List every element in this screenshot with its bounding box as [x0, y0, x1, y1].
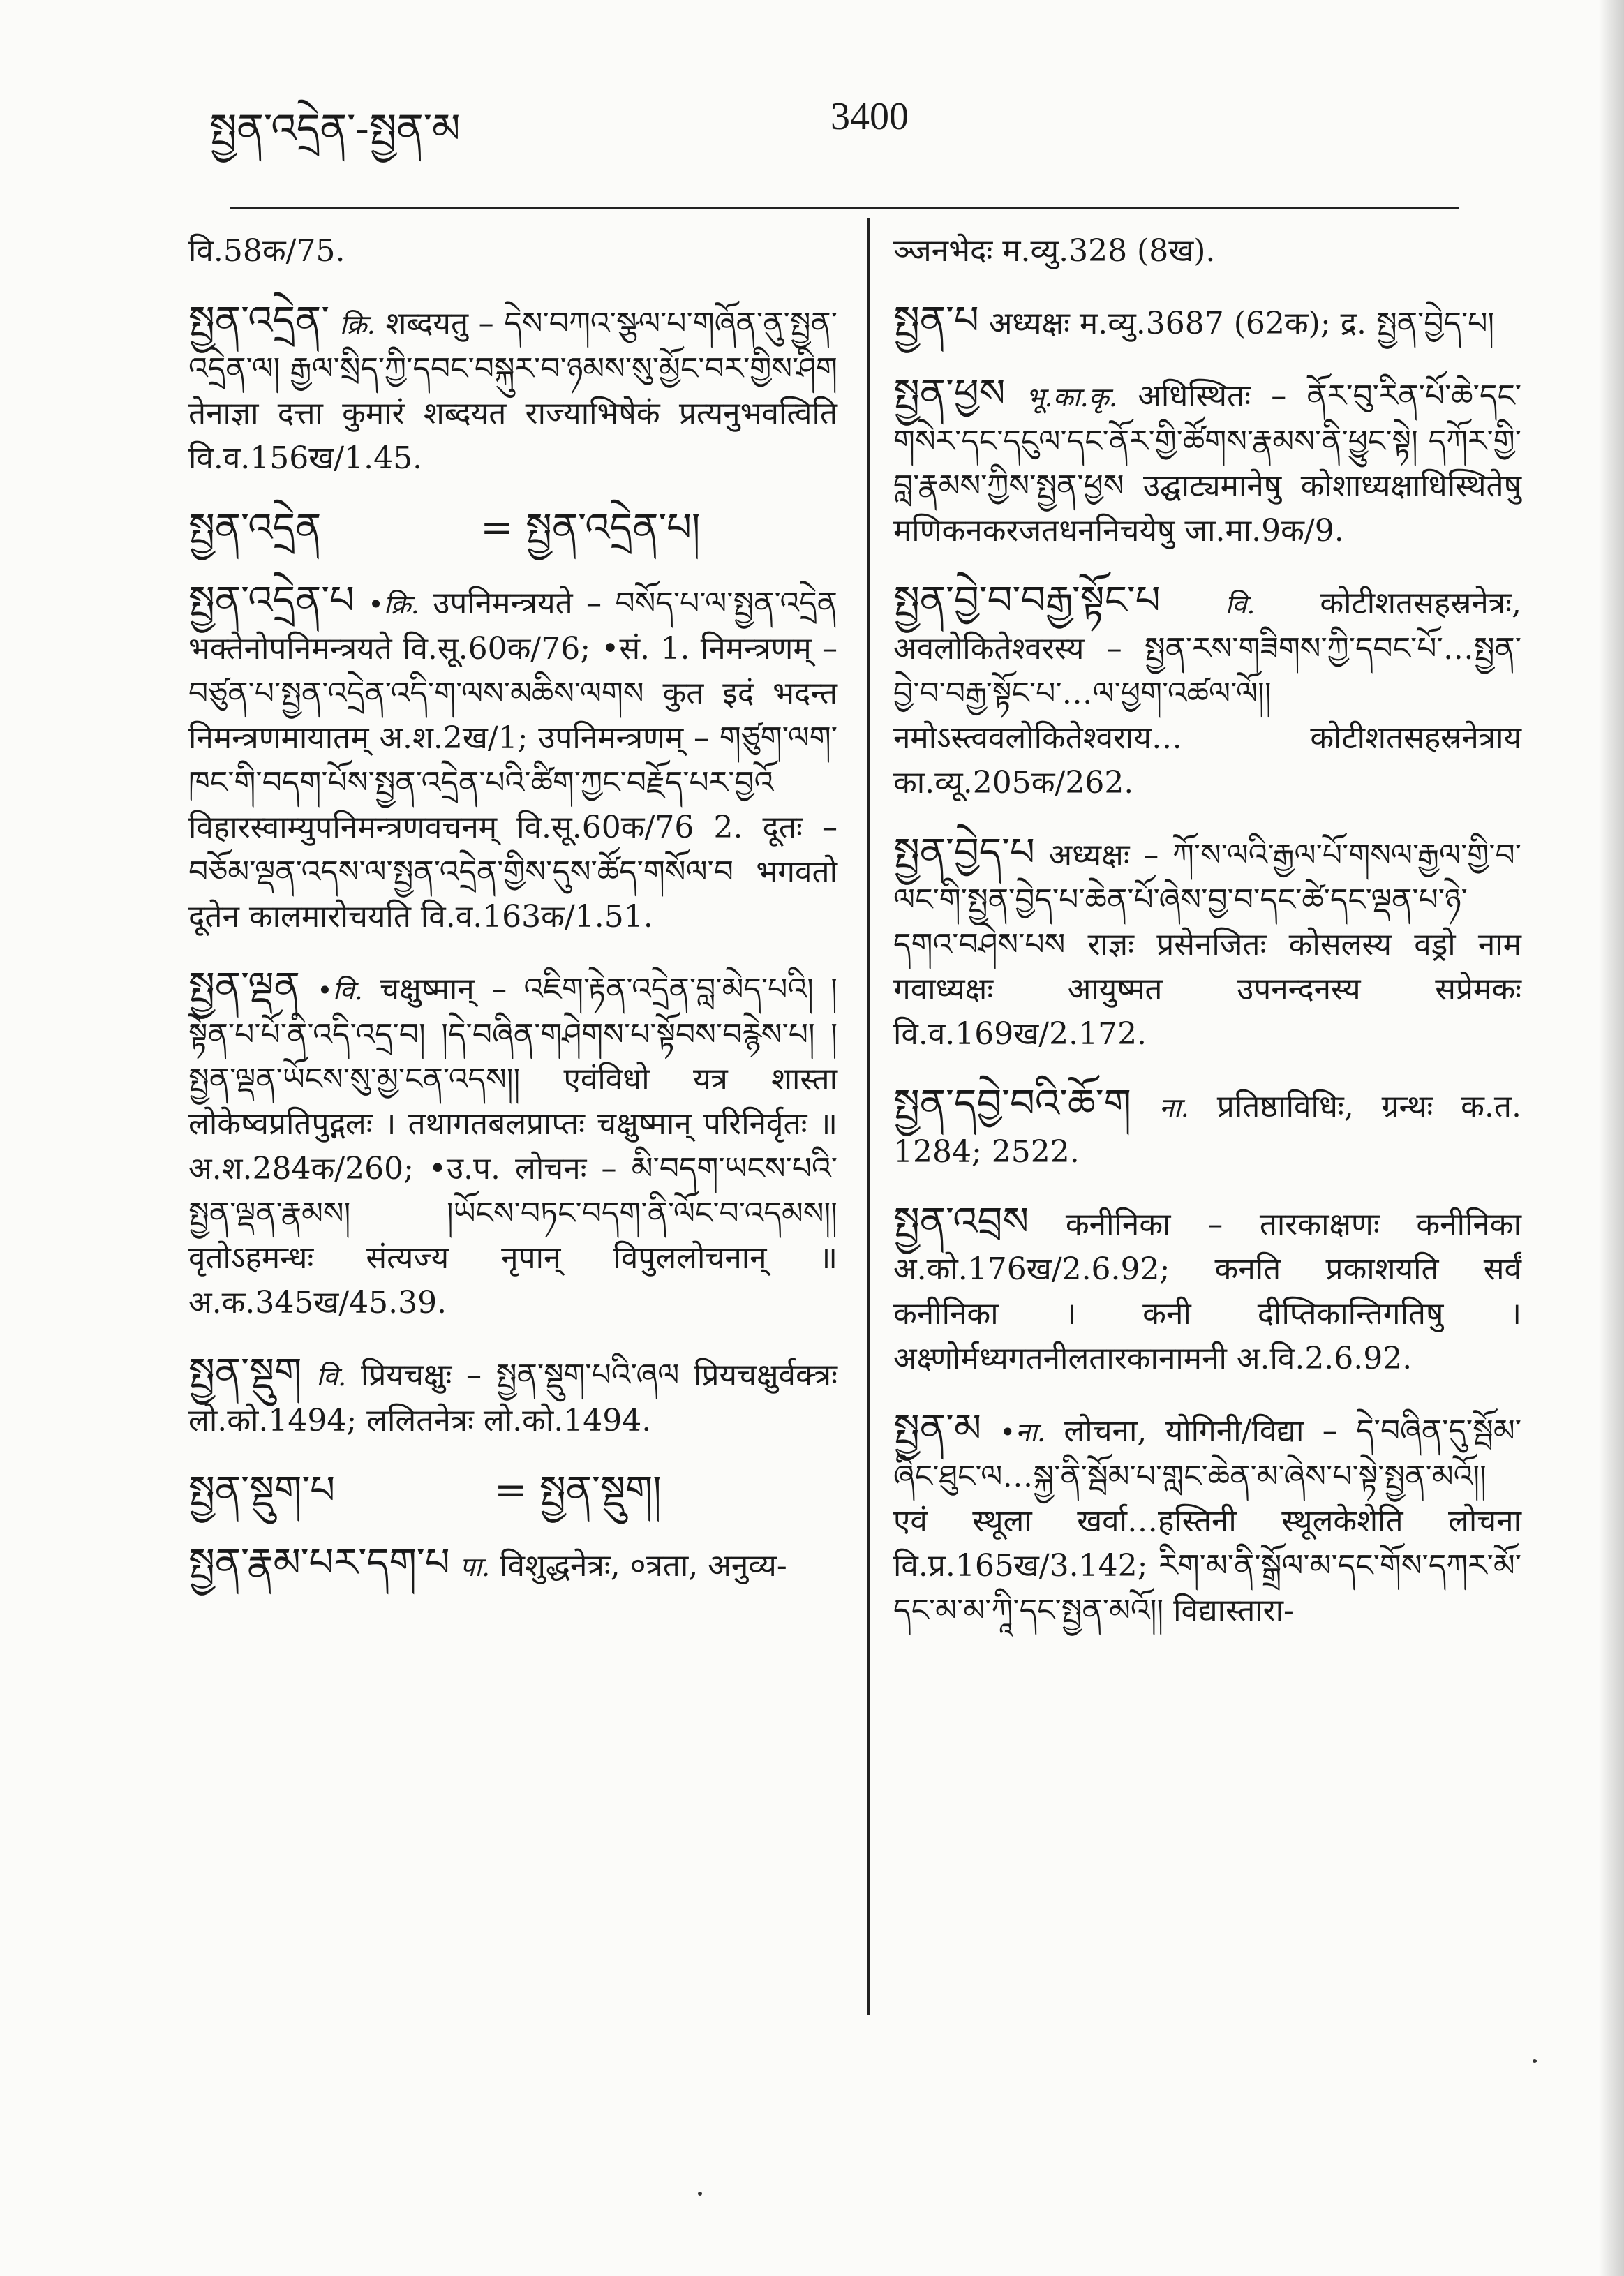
dictionary-entry — [893, 229, 1521, 274]
headword: སྤྱན་བྱེད་པ — [893, 830, 1035, 875]
dictionary-entry — [188, 965, 837, 1325]
entry-text: अध्यक्षः म.व्यु.3687 (62क); द्र. སྤྱན་བྱེད་པ། — [988, 306, 1495, 341]
entry-text: लोचना, योगिनी/विद्या – དེ་བཞིན་དུ་སྦོམ་ཞིང་ཐུང་ལ…སྐྱ་ནི་སྦོམ་པ་གླང་ཆེན་མ་ཞེས་པ་སྟེ་སྤྱན་མའོ།། एवं स्थूला खर्वा…हस्तिनी स्थूलकेशेति लोचना वि.प्र.165ख/3.142; རིག་མ་ནི་སྒྲོལ་མ་དང་གོས་དཀར་མོ་དང་མ་མ་ཀཱི་དང་སྤྱན་མའོ།། विद्यास्तारा- — [893, 1413, 1521, 1628]
dictionary-entry — [893, 831, 1521, 1057]
entry-text: उपनिमन्त्रयते – བསོད་པ་ལ་སྤྱན་འདྲེན भक्तेनोपनिमन्त्रयते वि.सू.60क/76; •सं. 1. निमन्त्रणम् – བཙུན་པ་སྤྱན་འདྲེན་འདི་ག་ལས་མཆིས་ལགས कुत इदं भदन्त निमन्त्रणमायातम् अ.श.2ख/1; उपनिमन्त्रणम् – གཙུག་ལག་ཁང་གི་བདག་པོས་སྤྱན་འདྲེན་པའི་ཚིག་ཀྱང་བརྗོད་པར་བྱའོ विहारस्वाम्युपनिमन्त्रणवचनम् वि.सू.60क/76 2. दूतः – བཅོམ་ལྡན་འདས་ལ་སྤྱན་འདྲེན་གྱིས་དུས་ཚོད་གསོལ་བ भगवतो दूतेन कालमारोचयति वि.व.163क/1.51. — [188, 586, 837, 935]
dictionary-entry — [893, 299, 1521, 346]
entry-text: अध्यक्षः – ཀོ་ས་ལའི་རྒྱལ་པོ་གསལ་རྒྱལ་གྱི་བ་ལང་གི་སྤྱན་བྱེད་པ་ཆེན་པོ་ཞེས་བྱ་བ་དང་ཚེ་དང་ལྡན་པ་ཉེ་དགའ་བཤེས་པས राज्ञः प्रसेनजितः कोसलस्य वड्रो नाम गवाध्यक्षः आयुष्मत उपनन्दनस्य सप्रेमकः वि.व.169ख/2.172. — [893, 838, 1521, 1052]
headword: སྤྱན་འདྲེན — [188, 505, 322, 551]
headword: སྤྱན་མ — [893, 1406, 982, 1451]
entry-text: शब्दयतु – དེས་བཀའ་སྩལ་པ་གཞོན་ནུ་སྤྱན་འདྲེན་ལ། རྒྱལ་སྲིད་ཀྱི་དབང་བསྐུར་བ་ཉམས་སུ་མྱོང་བར་གྱིས་ཤིག तेनाज्ञा दत्ता कुमारं शब्दयत राज्याभिषेकं प्रत्यनुभवत्विति वि.व.156ख/1.45. — [188, 306, 837, 476]
grammar-tag: पा. — [459, 1552, 491, 1582]
scan-edge-shadow — [1599, 0, 1624, 2276]
grammar-tag: वि. — [316, 1361, 347, 1392]
scan-speck — [1533, 2059, 1537, 2063]
dictionary-entry — [188, 1351, 837, 1443]
dictionary-entry — [893, 1406, 1521, 1633]
grammar-tag: •ना. — [999, 1417, 1046, 1448]
headword: སྤྱན་སྡུག་པ — [188, 1468, 336, 1513]
headword: སྤྱན་ལྡན — [188, 964, 300, 1009]
grammar-tag: •क्रि. — [368, 589, 419, 620]
running-header: སྤྱན་འདྲེན་-སྤྱན་མ — [209, 105, 461, 152]
grammar-tag: •वि. — [317, 975, 363, 1006]
left-column — [188, 229, 837, 1614]
dictionary-entry — [188, 1468, 837, 1516]
dictionary-entry — [893, 579, 1521, 805]
dictionary-entry — [893, 1082, 1521, 1175]
headword: སྤྱན་དབྱེ་བའི་ཆོ་ག — [893, 1081, 1131, 1126]
entry-text: विशुद्धनेत्रः, ०त्रता, अनुव्य- — [500, 1548, 787, 1584]
scan-speck — [698, 2192, 702, 2196]
column-divider — [867, 218, 870, 2015]
entry-text: चक्षुष्मान् – འཇིག་རྟེན་འདྲེན་བླ་མེད་པའི། །སྟོན་པ་པོ་ནི་འདི་འདྲ་བ། །དེ་བཞིན་གཤེགས་པ་སྟོབས་བརྙེས་པ། །སྤྱན་ལྡན་ཡོངས་སུ་མྱ་ངན་འདས།། एवंविधो यत्र शास्ता लोकेष्वप्रतिपुद्गलः । तथागतबलप्राप्तः चक्षुष्मान् परिनिर्वृतः ॥ अ.श.284क/260; •उ.प. लोचनः – མི་བདག་ཡངས་པའི་སྤྱན་ལྡན་རྣམས། །ཡོངས་བཏང་བདག་ནི་ལོང་བ་འདམས།། वृतोऽहमन्धः संत्यज्य नृपान् विपुललोचनान् ॥ अ.क.345ख/45.39. — [188, 972, 837, 1321]
headword: སྤྱན་འབྲས — [893, 1199, 1029, 1244]
entry-text: प्रतिष्ठाविधिः, ग्रन्थः क.त. 1284; 2522. — [893, 1089, 1521, 1170]
dictionary-entry — [188, 299, 837, 481]
dictionary-entry — [893, 1200, 1521, 1381]
entry-text: वि.58क/75. — [188, 233, 345, 269]
dictionary-entry — [188, 1541, 837, 1589]
dictionary-entry — [188, 579, 837, 939]
entry-text: = སྤྱན་འདྲེན་པ། — [480, 505, 701, 551]
entry-text: कोटीशतसहस्रनेत्रः, अवलोकितेश्वरस्य – སྤྱན་རས་གཟིགས་ཀྱི་དབང་པོ་…སྤྱན་བྱེ་བ་བརྒྱ་སྟོང་པ་…ལ་ཕྱག་འཚལ་ལོ།། नमोऽस्त्ववलोकितेश्वराय… कोटीशतसहस्रनेत्राय का.व्यू.205क/262. — [893, 586, 1521, 801]
grammar-tag: क्रि. — [339, 309, 375, 340]
headword: སྤྱན་པ — [893, 298, 979, 343]
headword: སྤྱན་རྣམ་པར་དག་པ — [188, 1540, 450, 1586]
header-rule — [230, 207, 1459, 209]
dictionary-entry — [188, 229, 837, 274]
headword: སྤྱན་འདྲེན་པ — [188, 578, 355, 623]
dictionary-entry — [188, 506, 837, 553]
entry-text: ञ्जनभेदः म.व्यु.328 (8ख). — [893, 233, 1216, 269]
entry-text: कनीनिका – तारकाक्षणः कनीनिका अ.को.176ख/2.6.92; कनति प्रकाशयति सर्वं कनीनिका । कनी दीप्तिकान्तिगतिषु । अक्ष्णोर्मध्यगतनीलतारकानामनी अ.वि.2.6.92. — [893, 1207, 1521, 1376]
right-column — [893, 229, 1521, 1658]
headword: སྤྱན་འདྲེན་ — [188, 298, 330, 343]
page-number: 3400 — [830, 95, 909, 138]
headword: སྤྱན་ཕྱས — [893, 371, 1006, 416]
entry-text: प्रियचक्षुः – སྤྱན་སྡུག་པའི་ཞལ प्रियचक्षुर्वक्त्रः लो.को.1494; ललितनेत्रः लो.को.1494. — [188, 1358, 837, 1438]
headword: སྤྱན་བྱེ་བ་བརྒྱ་སྟོང་པ — [893, 578, 1161, 623]
grammar-tag: भू.का.कृ. — [1025, 382, 1117, 412]
entry-text: अधिस्थितः – ནོར་བུ་རིན་པོ་ཆེ་དང་གསེར་དང་དངུལ་དང་ནོར་གྱི་ཚོགས་རྣམས་ནི་ཕྱུང་སྟེ། དཀོར་གྱི་བླ་རྣམས་ཀྱིས་སྤྱན་ཕྱས उद्घाट्यमानेषु कोशाध्यक्षाधिस्थितेषु मणिकनकरजतधननिचयेषु जा.मा.9क/9. — [893, 378, 1521, 549]
headword: སྤྱན་སྡུག — [188, 1350, 302, 1395]
grammar-tag: वि. — [1225, 589, 1256, 620]
entry-text: = སྤྱན་སྡུག། — [494, 1468, 662, 1513]
dictionary-entry — [893, 371, 1521, 553]
grammar-tag: ना. — [1159, 1092, 1189, 1123]
